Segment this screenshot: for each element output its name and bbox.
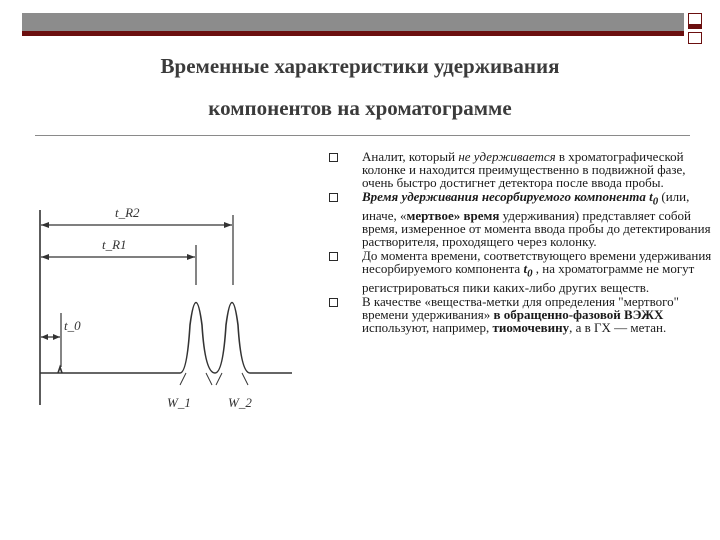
- chromatogram-figure: [30, 185, 300, 430]
- bullet-1-text: Аналит, который не удерживается в хроматографической колонке и находится преимущественно в подвижной фазе, очень быстро достигнет детектора после ввода пробы.: [362, 149, 686, 191]
- bullet-marker-icon: [329, 252, 338, 261]
- bullet-marker-icon: [329, 193, 338, 202]
- bullet-marker-icon: [329, 153, 338, 162]
- tr2-arrowtail: [41, 222, 49, 228]
- bullet-marker-icon: [329, 298, 338, 307]
- slide-title-line-2: компонентов на хроматограмме: [208, 96, 512, 120]
- slide-title-line-1: Временные характеристики удерживания: [160, 54, 560, 78]
- list-item: [326, 295, 716, 334]
- bullet-4-text: В качестве «вещества-метки для определения "мертвого" времени удерживания» в обращенно-фазовой ВЭЖХ используют, например, тиомочевину, а в ГХ — метан.: [362, 294, 679, 336]
- list-item: [326, 249, 716, 294]
- t0-arrowtail: [41, 334, 48, 340]
- w1-tangent-right: [206, 373, 212, 385]
- bullet-list: [326, 150, 716, 335]
- t0-arrowhead: [53, 334, 60, 340]
- tr1-arrowhead: [187, 254, 195, 260]
- list-item: [326, 150, 716, 189]
- w2-tangent-right: [242, 373, 248, 385]
- tr1-arrowtail: [41, 254, 49, 260]
- w1-tangent-left: [180, 373, 186, 385]
- label-tr2: t_R2: [115, 205, 140, 220]
- label-w1: W_1: [167, 395, 191, 410]
- label-w2: W_2: [228, 395, 252, 410]
- top-decorative-band: [22, 13, 684, 36]
- bullet-3-text: До момента времени, соответствующего времени удерживания несорбируемого компонента $t_0$ , на хроматограмме не могут регистрироваться пики каких-либо других веществ.: [362, 248, 712, 296]
- label-tr1: t_R1: [102, 237, 127, 252]
- corner-decor-box-small: [688, 32, 702, 44]
- corner-decor-box: [688, 13, 702, 29]
- tr2-arrowhead: [224, 222, 232, 228]
- list-item: [326, 190, 716, 248]
- label-t0: t_0: [64, 318, 81, 333]
- bullet-2-text: Время удерживания несорбируемого компонента $t_0$ (или, иначе, «мертвое» время удерживания) представляет собой время, измеренное от момента ввода пробы до детектирования растворителя, проходящего через колонку.: [362, 189, 711, 250]
- title-divider: [35, 135, 690, 136]
- w2-tangent-left: [216, 373, 222, 385]
- chromatogram-trace: [40, 303, 292, 374]
- t0-bump: [58, 367, 62, 373]
